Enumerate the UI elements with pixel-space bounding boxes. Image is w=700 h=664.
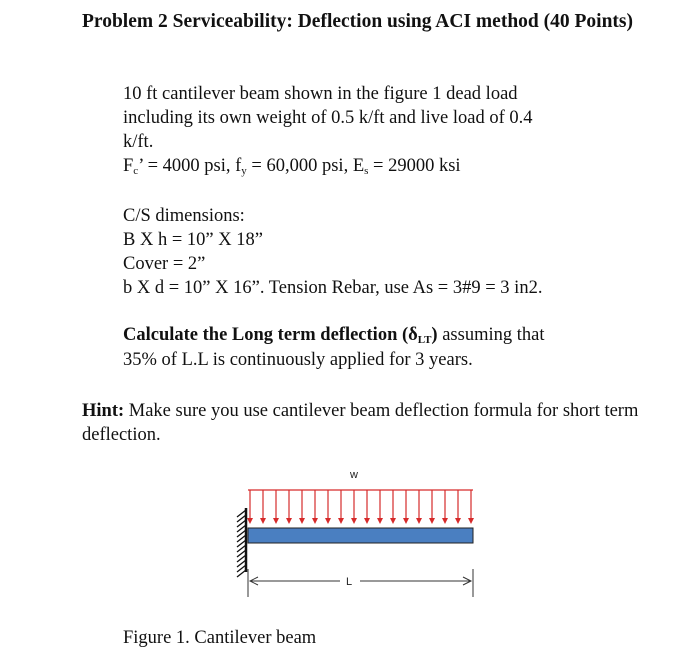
load-arrow-head <box>299 518 305 524</box>
load-arrow-head <box>325 518 331 524</box>
load-label: w <box>350 469 358 481</box>
load-arrow-head <box>416 518 422 524</box>
statement-line-1: 10 ft cantilever beam shown in the figure 1 dead load <box>123 84 518 104</box>
statement-line-3: k/ft. <box>123 132 154 152</box>
cantilever-figure <box>228 462 498 612</box>
cs-heading: C/S dimensions: <box>123 206 245 226</box>
cs-bxh: B X h = 10” X 18” <box>123 230 263 250</box>
hint-text: Make sure you use cantilever beam deflection formula for short term deflection. <box>82 401 639 445</box>
cantilever-diagram <box>228 462 498 612</box>
question-line-2: 35% of L.L is continuously applied for 3 years. <box>123 350 473 370</box>
load-arrow-head <box>260 518 266 524</box>
load-arrow-head <box>247 518 253 524</box>
problem-title: Problem 2 Serviceability: Deflection using ACI method (40 Points) <box>82 11 634 32</box>
load-arrows <box>247 490 474 524</box>
load-arrow-head <box>442 518 448 524</box>
figure-caption: Figure 1. Cantilever beam <box>123 628 317 648</box>
question <box>123 323 643 373</box>
cs-cover: Cover = 2” <box>123 254 206 274</box>
load-arrow-head <box>390 518 396 524</box>
problem-statement <box>123 82 643 300</box>
load-arrow-head <box>455 518 461 524</box>
load-arrow-head <box>273 518 279 524</box>
load-arrow-head <box>312 518 318 524</box>
load-arrow-head <box>351 518 357 524</box>
beam <box>248 528 473 543</box>
load-arrow-head <box>403 518 409 524</box>
question-line-1: Calculate the Long term deflection $(\delta_{LT})$ assuming that <box>123 325 545 346</box>
support-hatching <box>237 510 246 577</box>
load-arrow-head <box>377 518 383 524</box>
load-arrow-head <box>364 518 370 524</box>
hint <box>82 399 642 447</box>
span-label: L <box>346 576 353 588</box>
hint-label: Hint: <box>82 401 125 421</box>
material-properties: $F_c$’ = 4000 psi, $f_y = 60,000$ psi, $E_s = 29000$ ksi <box>123 156 461 177</box>
load-arrow-head <box>286 518 292 524</box>
statement-line-2: including its own weight of 0.5 k/ft and live load of 0.4 <box>123 108 533 128</box>
load-arrow-head <box>338 518 344 524</box>
load-arrow-head <box>429 518 435 524</box>
load-arrow-head <box>468 518 474 524</box>
cs-bxd: b X d = 10” X 16”. Tension Rebar, use As = 3#9 = 3 in2. <box>123 278 543 298</box>
